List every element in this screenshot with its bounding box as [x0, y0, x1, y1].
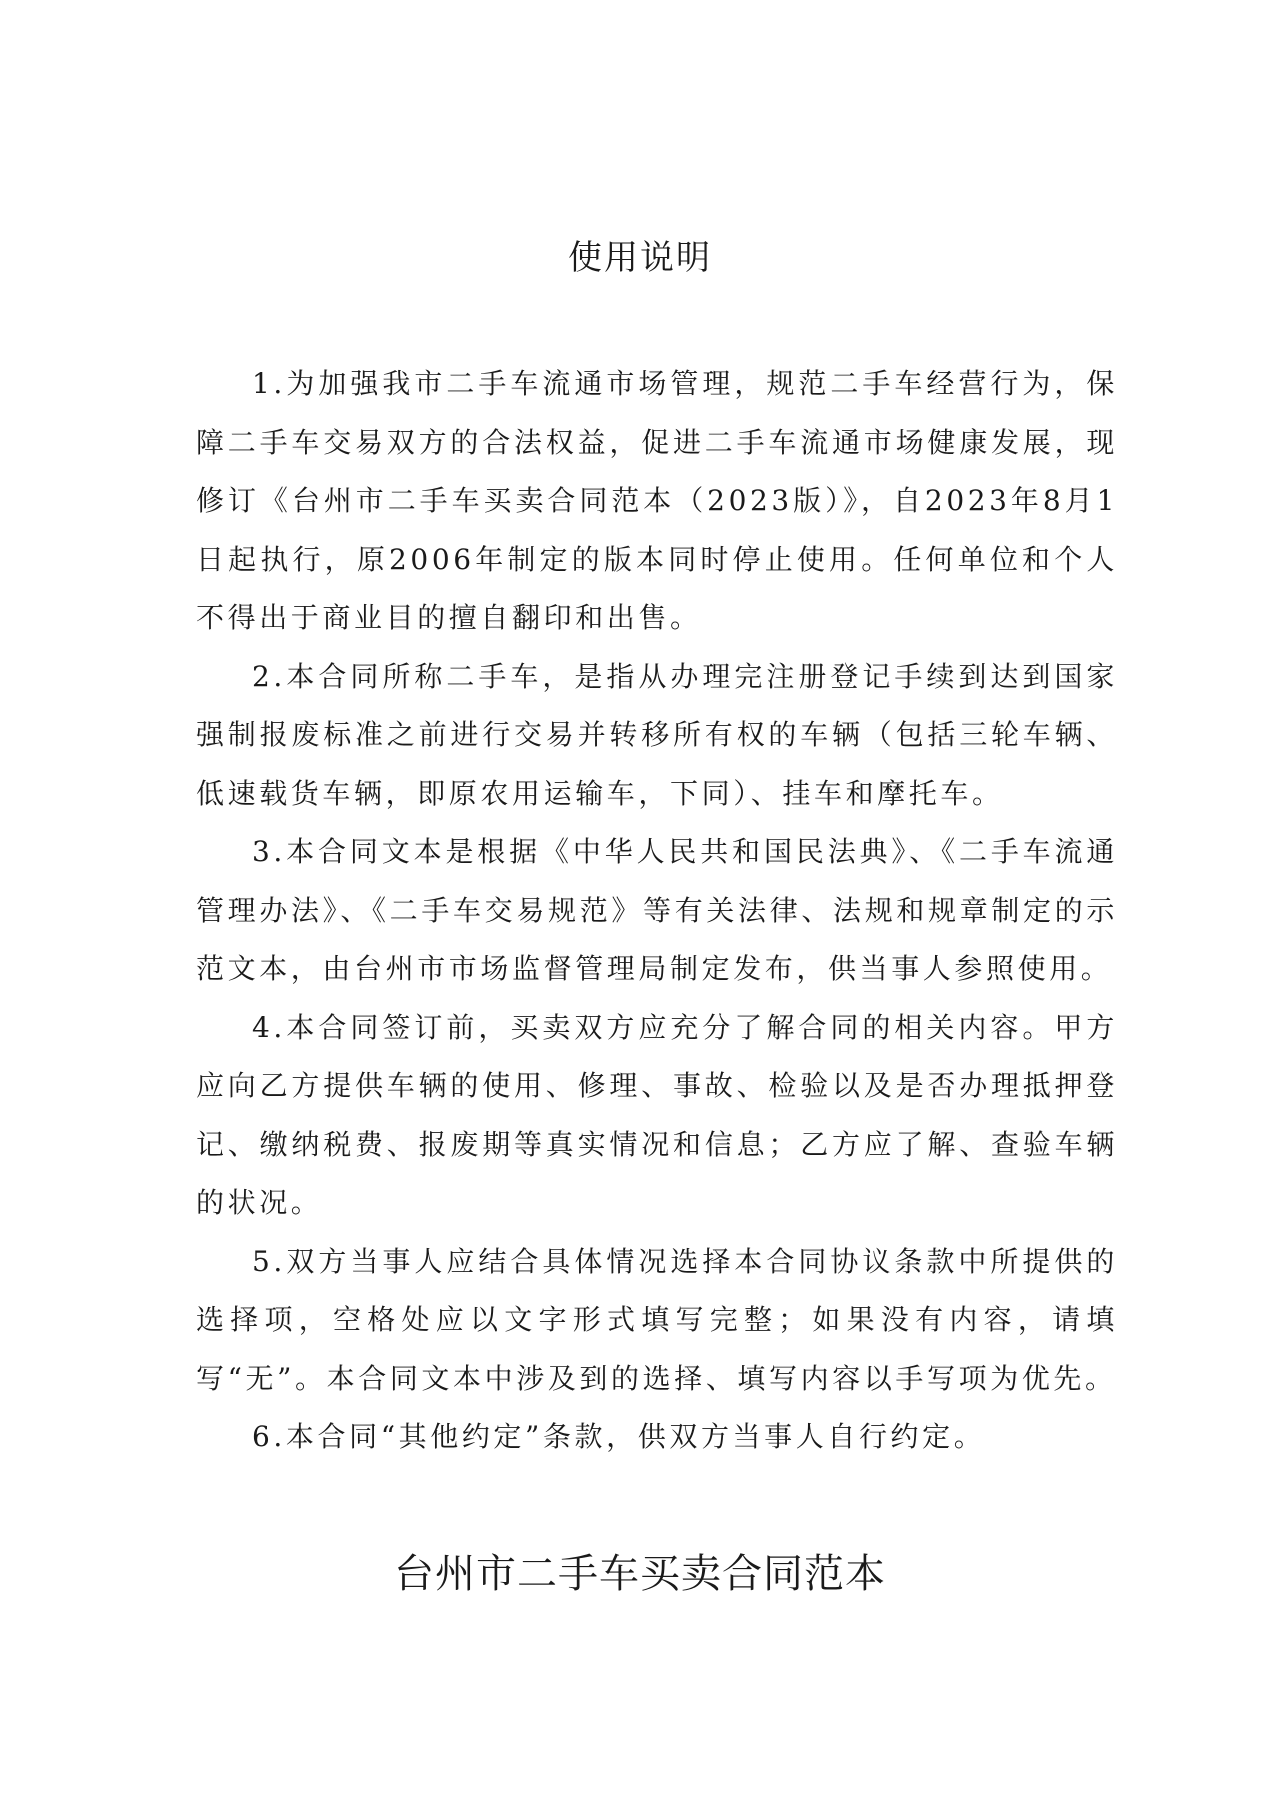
instruction-paragraph-2: 2.本合同所称二手车，是指从办理完注册登记手续到达到国家强制报废标准之前进行交易并转移所有权的车辆（包括三轮车辆、低速载货车辆，即原农用运输车，下同）、挂车和摩托车。 [196, 659, 1118, 810]
instruction-paragraph-5: 5.双方当事人应结合具体情况选择本合同协议条款中所提供的选择项，空格处应以文字形式填写完整；如果没有内容，请填写“无”。本合同文本中涉及到的选择、填写内容以手写项为优先。 [196, 1244, 1118, 1395]
instruction-paragraph-6: 6.本合同“其他约定”条款，供双方当事人自行约定。 [252, 1420, 986, 1453]
instruction-paragraph-4: 4.本合同签订前，买卖双方应充分了解合同的相关内容。甲方应向乙方提供车辆的使用、修理、事故、检验以及是否办理抵押登记、缴纳税费、报废期等真实情况和信息；乙方应了解、查验车辆的状况。 [196, 1010, 1118, 1219]
instruction-paragraph-3: 3.本合同文本是根据《中华人民共和国民法典》、《二手车流通管理办法》、《二手车交易规范》等有关法律、法规和规章制定的示范文本，由台州市市场监督管理局制定发布，供当事人参照使用。 [196, 835, 1118, 985]
instructions-title: 使用说明 [568, 238, 712, 278]
instruction-paragraph-1: 1.为加强我市二手车流通市场管理，规范二手车经营行为，保障二手车交易双方的合法权益，促进二手车流通市场健康发展，现修订《台州市二手车买卖合同范本（2023版）》，自2023年8月1日起执行，原2006年制定的版本同时停止使用。任何单位和个人不得出于商业目的擅自翻印和出售。 [196, 367, 1118, 634]
contract-title: 台州市二手车买卖合同范本 [394, 1551, 886, 1597]
instructions-body [196, 355, 1118, 1467]
